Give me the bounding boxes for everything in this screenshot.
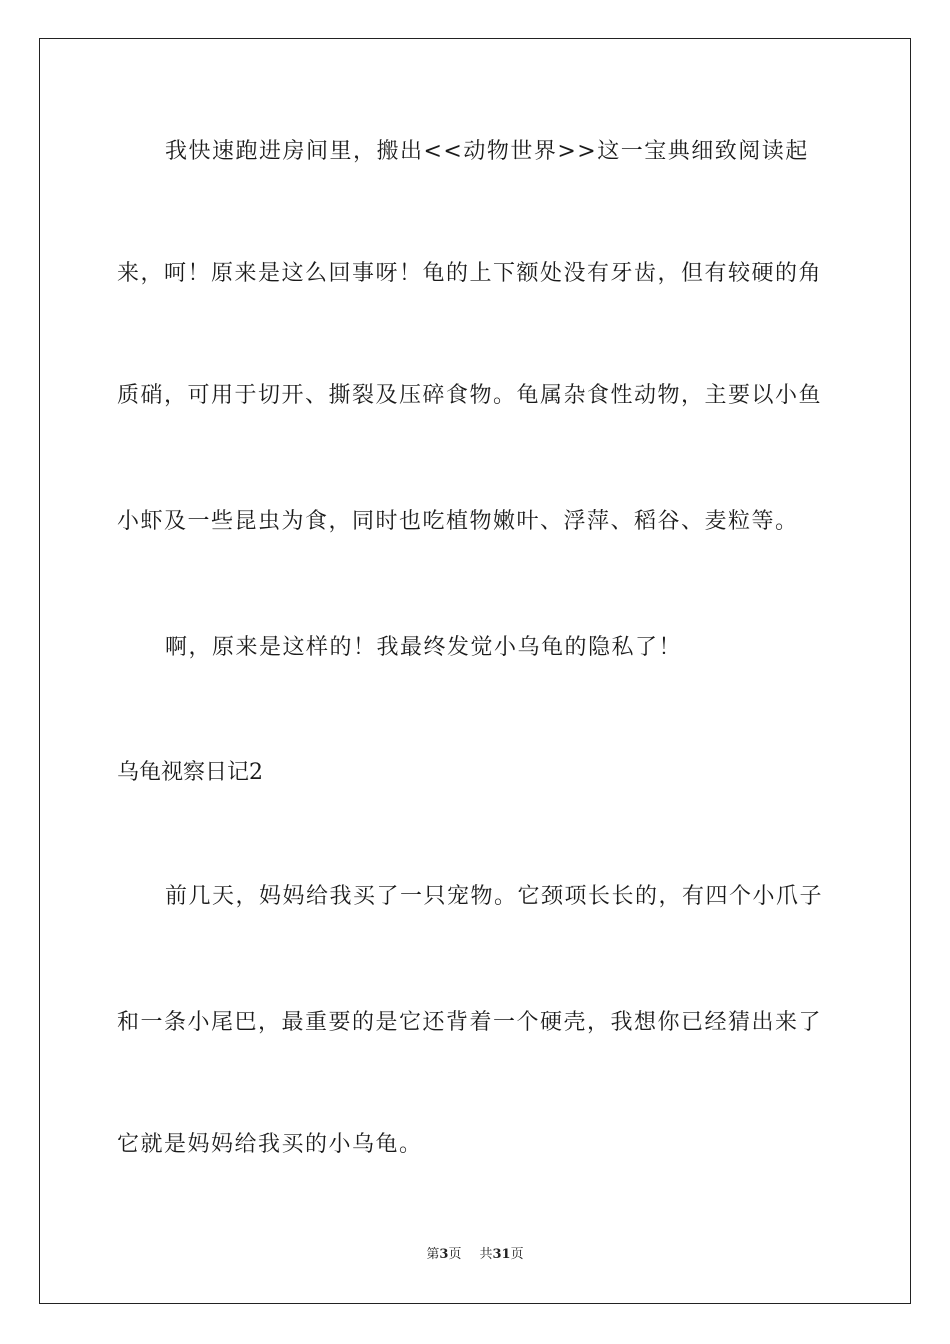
paragraph-line-5: 啊，原来是这样的！我最终发觉小乌龟的隐私了！ (165, 635, 683, 660)
footer-total-suffix: 页 (510, 1247, 524, 1262)
paragraph-line-6: 前几天，妈妈给我买了一只宠物。它颈项长长的，有四个小爪子 (165, 884, 824, 909)
paragraph-line-7: 和一条小尾巴，最重要的是它还背着一个硬壳，我想你已经猜出来了 (117, 1010, 823, 1035)
paragraph-line-4: 小虾及一些昆虫为食，同时也吃植物嫩叶、浮萍、稻谷、麦粒等。 (117, 509, 799, 534)
page-border (39, 38, 911, 1304)
footer-total-prefix: 共 (479, 1247, 493, 1262)
footer-page-suffix: 页 (448, 1247, 462, 1262)
footer-total-pages: 31 (492, 1247, 511, 1262)
paragraph-line-3: 质硝，可用于切开、撕裂及压碎食物。龟属杂食性动物，主要以小鱼 (117, 383, 823, 408)
paragraph-line-8: 它就是妈妈给我买的小乌龟。 (117, 1132, 423, 1157)
section-heading: 乌龟视察日记2 (117, 760, 263, 785)
footer-page-prefix: 第 (426, 1247, 440, 1262)
page-footer (0, 1246, 950, 1264)
footer-page-number: 3 (439, 1247, 449, 1262)
paragraph-line-2: 来，呵！原来是这么回事呀！龟的上下额处没有牙齿，但有较硬的角 (117, 261, 823, 286)
paragraph-line-1: 我快速跑进房间里，搬出<<动物世界>>这一宝典细致阅读起 (165, 139, 809, 164)
